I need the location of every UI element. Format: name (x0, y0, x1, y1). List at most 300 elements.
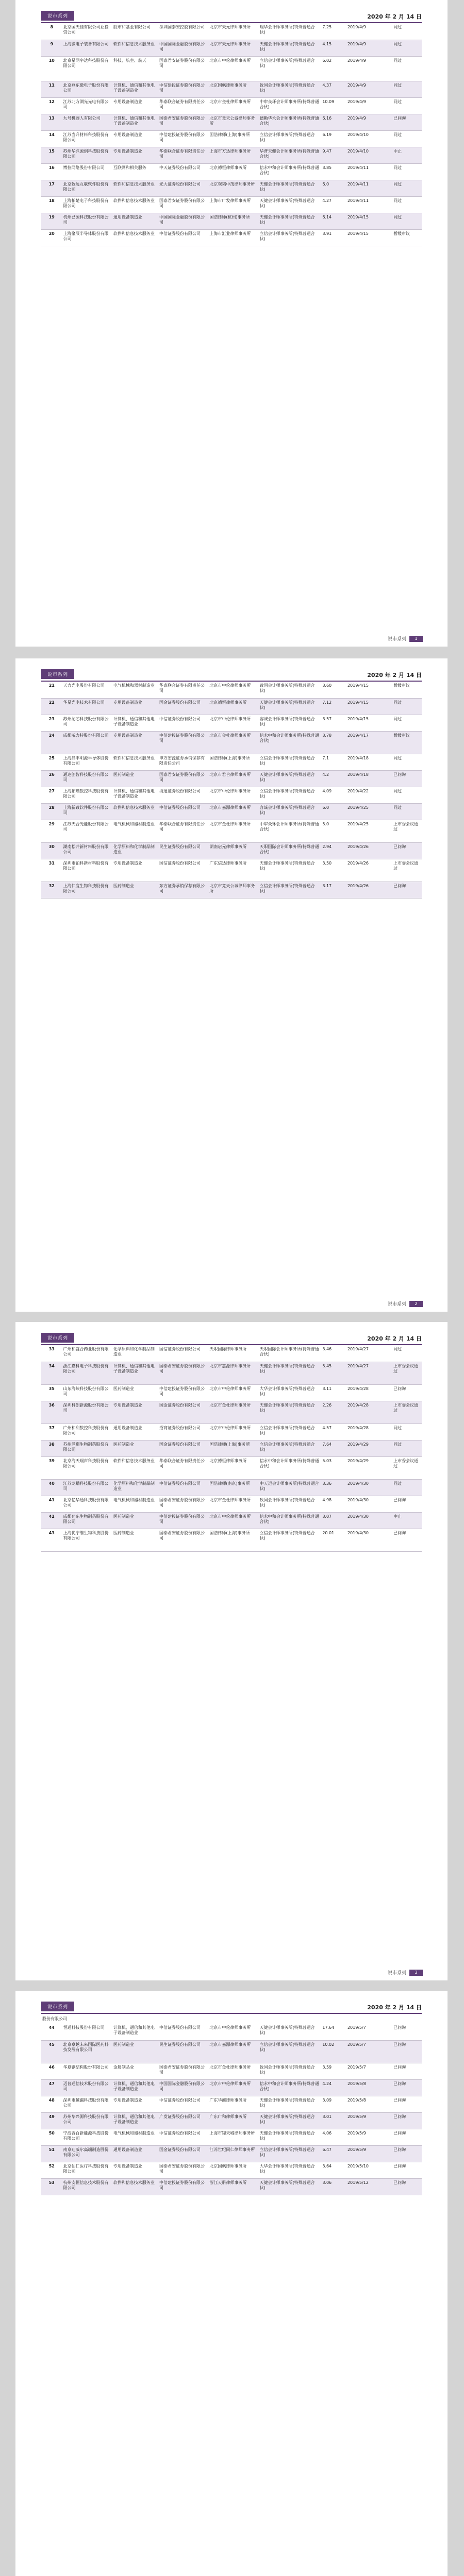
row-number: 40 (41, 1479, 62, 1496)
review-status: 上市委会议通过 (392, 1362, 422, 1384)
company-name: 苏州华兴源科技股份有限公司 (62, 2112, 112, 2129)
sponsor: 中国国际金融股份有限公司 (158, 2079, 208, 2096)
report-date: 2020 年 2 月 14 日 (367, 2004, 422, 2011)
row-number: 24 (41, 731, 62, 754)
law-firm: 广东信达律师事务所 (208, 859, 258, 882)
law-firm: 北京市竞天公诚律师事务所 (208, 882, 258, 898)
page-header (41, 668, 422, 679)
table-row (41, 40, 422, 56)
review-status: 同过 (392, 23, 422, 40)
company-name: 九号机器人有限公司 (62, 114, 112, 130)
law-firm: 北京市中伦律师事务所 (208, 787, 258, 803)
sponsor: 华泰联合证券有限责任公司 (158, 682, 208, 698)
accept-date: 2019/4/27 (346, 1345, 392, 1362)
raise-amount: 6.19 (321, 130, 346, 147)
sponsor: 华泰联合证券有限责任公司 (158, 1456, 208, 1479)
accept-date: 2019/5/7 (346, 2040, 392, 2063)
sponsor: 国金证券股份有限公司 (158, 698, 208, 715)
accept-date: 2019/5/9 (346, 2112, 392, 2129)
industry: 电气机械和器材制造业 (112, 2129, 158, 2145)
company-name: 江苏北方湖光光电有限公司 (62, 97, 112, 114)
raise-amount: 4.06 (321, 2129, 346, 2145)
table-row (41, 114, 422, 130)
sponsor: 光大证券股份有限公司 (158, 180, 208, 196)
law-firm: 北京市中伦律师事务所 (208, 2024, 258, 2040)
industry: 通用设备制造业 (112, 2145, 158, 2162)
row-number: 28 (41, 803, 62, 820)
review-status: 同过 (392, 40, 422, 56)
law-firm: 北京市竞天公诚律师事务所 (208, 114, 258, 130)
sponsor: 国泰君安证券股份有限公司 (158, 770, 208, 787)
accept-date: 2019/4/15 (346, 698, 392, 715)
company-name: 深圳市越疆科技股份有限公司 (62, 2096, 112, 2112)
review-status: 同过 (392, 803, 422, 820)
raise-amount: 2.94 (321, 842, 346, 859)
table-row (41, 1345, 422, 1362)
company-name: 江苏当升材料科技股份有限公司 (62, 130, 112, 147)
table-row (41, 1423, 422, 1440)
sponsor: 民生证券股份有限公司 (158, 842, 208, 859)
accept-date: 2019/5/8 (346, 2079, 392, 2096)
audit-firm: 致同会计师事务所(特殊普通合伙) (259, 682, 322, 698)
company-name: 江苏天合光能股份有限公司 (62, 820, 112, 842)
law-firm: 广东华商律师事务所 (208, 2096, 258, 2112)
company-name: 上海仁度生物科技股份有限公司 (62, 882, 112, 898)
audit-firm: 立信会计师事务所(特殊普通合伙) (259, 754, 322, 770)
audit-firm: 中天运会计师事务所(特殊普通合伙) (259, 1479, 322, 1496)
company-name: 北京亿华通科技股份有限公司 (62, 1496, 112, 1512)
raise-amount: 10.02 (321, 2040, 346, 2063)
audit-firm: 立信会计师事务所(特殊普通合伙) (259, 1529, 322, 1551)
accept-date: 2019/5/8 (346, 2096, 392, 2112)
page-header (41, 2000, 422, 2011)
industry: 医药制造业 (112, 1440, 158, 1456)
table-row (41, 2178, 422, 2195)
sponsor: 中信证券股份有限公司 (158, 803, 208, 820)
sponsor: 国泰君安证券股份有限公司 (158, 2162, 208, 2178)
company-name: 江苏龙蟠科技股份有限公司 (62, 1479, 112, 1496)
company-name: 宁波容百新能源科技股份有限公司 (62, 2129, 112, 2145)
accept-date: 2019/5/9 (346, 2129, 392, 2145)
company-name: 天力光电股份有限公司 (62, 682, 112, 698)
row-number: 46 (41, 2063, 62, 2079)
series-tag: 说市系列 (41, 1333, 74, 1343)
audit-firm: 信永中和会计师事务所(特殊普通合伙) (259, 1456, 322, 1479)
audit-firm: 信永中和会计师事务所(特殊普通合伙) (259, 2079, 322, 2096)
raise-amount: 9.47 (321, 147, 346, 163)
audit-firm: 天健会计师事务所(特殊普通合伙) (259, 2096, 322, 2112)
company-name: 华夏钢结构股份有限公司 (62, 2063, 112, 2079)
page-footer (388, 1969, 423, 1976)
raise-amount: 6.0 (321, 180, 346, 196)
audit-firm: 天健会计师事务所(特殊普通合伙) (259, 1401, 322, 1423)
table-row (41, 81, 422, 97)
law-firm: 北京市金杜律师事务所 (208, 1496, 258, 1512)
row-number: 25 (41, 754, 62, 770)
review-status: 同过 (392, 1479, 422, 1496)
company-name: 深圳市铂科新材料股份有限公司 (62, 859, 112, 882)
page-footer (388, 635, 423, 642)
industry: 计算机、通信和其他电子设备制造业 (112, 114, 158, 130)
row-number: 41 (41, 1496, 62, 1512)
review-status: 已问询 (392, 114, 422, 130)
company-name: 成都威力特股份有限公司 (62, 731, 112, 754)
audit-firm: 天健会计师事务所(特殊普通合伙) (259, 2178, 322, 2195)
raise-amount: 4.24 (321, 2079, 346, 2096)
footer-label: 说市系列 (387, 1971, 406, 1976)
industry: 软件和信息技术服务业 (112, 40, 158, 56)
row-number: 18 (41, 196, 62, 213)
industry: 医药制造业 (112, 882, 158, 898)
row-number: 51 (41, 2145, 62, 2162)
industry: 电气机械和器材制造业 (112, 820, 158, 842)
review-status: 上市委会议通过 (392, 1401, 422, 1423)
footer-label: 说市系列 (387, 637, 406, 642)
row-number: 21 (41, 682, 62, 698)
table-row (41, 770, 422, 787)
page-header (41, 9, 422, 21)
company-name: 湖南松井新材料股份有限公司 (62, 842, 112, 859)
law-firm: 北京市金杜律师事务所 (208, 1401, 258, 1423)
accept-date: 2019/4/25 (346, 820, 392, 842)
audit-firm: 大华会计师事务所(特殊普通合伙) (259, 1384, 322, 1401)
table-row (41, 2063, 422, 2079)
sponsor: 中信证券股份有限公司 (158, 2129, 208, 2145)
raise-amount: 4.27 (321, 196, 346, 213)
table-row (41, 1384, 422, 1401)
accept-date: 2019/4/26 (346, 842, 392, 859)
table-row (41, 2145, 422, 2162)
law-firm: 北京德恒律师事务所 (208, 1456, 258, 1479)
sponsor: 中信建投证券股份有限公司 (158, 81, 208, 97)
audit-firm: 立信会计师事务所(特殊普通合伙) (259, 787, 322, 803)
review-status: 已问询 (392, 2079, 422, 2096)
raise-amount: 4.09 (321, 787, 346, 803)
sponsor: 中信建投证券股份有限公司 (158, 130, 208, 147)
company-name: 上海优宁维生物科技股份有限公司 (62, 1529, 112, 1551)
table-row (41, 1512, 422, 1529)
accept-date: 2019/4/9 (346, 56, 392, 81)
review-status: 上市委会议通过 (392, 859, 422, 882)
company-name: 广州和利数控科技股份有限公司 (62, 1423, 112, 1440)
law-firm: 北京市金杜律师事务所 (208, 820, 258, 842)
sponsor: 国金证券股份有限公司 (158, 1401, 208, 1423)
accept-date: 2019/4/26 (346, 859, 392, 882)
sponsor: 申万宏源证券承销保荐有限责任公司 (158, 754, 208, 770)
sponsor: 中天证券股份有限公司 (158, 163, 208, 180)
company-name: 苏州华兴源创科技股份有限公司 (62, 147, 112, 163)
row-number: 20 (41, 229, 62, 246)
review-status: 暂缓审议 (392, 229, 422, 246)
industry: 化学原料和化学制品制造业 (112, 1479, 158, 1496)
industry: 计算机、通信和其他电子设备制造业 (112, 2079, 158, 2096)
raise-amount: 3.46 (321, 1345, 346, 1362)
raise-amount: 4.2 (321, 770, 346, 787)
law-firm: 国浩律师(上海)事务所 (208, 1529, 258, 1551)
row-number: 43 (41, 1529, 62, 1551)
report-page (15, 1322, 448, 1980)
raise-amount: 3.11 (321, 1384, 346, 1401)
table-row (41, 882, 422, 898)
audit-firm: 中审众环会计师事务所(特殊普通合伙) (259, 97, 322, 114)
audit-firm: 德勤华永会计师事务所(特殊普通合伙) (259, 114, 322, 130)
raise-amount: 5.03 (321, 1456, 346, 1479)
row-number: 48 (41, 2096, 62, 2112)
accept-date: 2019/4/15 (346, 715, 392, 731)
law-firm: 北京市中伦律师事务所 (208, 56, 258, 81)
accept-date: 2019/5/10 (346, 2162, 392, 2178)
raise-amount: 2.26 (321, 1401, 346, 1423)
audit-firm: 容诚会计师事务所(特殊普通合伙) (259, 803, 322, 820)
continued-cell: 股份有限公司 (42, 2016, 67, 2021)
audit-firm: 信永中和会计师事务所(特殊普通合伙) (259, 731, 322, 754)
industry: 医药制造业 (112, 2040, 158, 2063)
law-firm: 北京市中伦律师事务所 (208, 682, 258, 698)
row-number: 13 (41, 114, 62, 130)
row-number: 38 (41, 1440, 62, 1456)
raise-amount: 7.1 (321, 754, 346, 770)
audit-firm: 立信会计师事务所(特殊普通合伙) (259, 56, 322, 81)
table-row (41, 1456, 422, 1479)
sponsor: 中信建投证券股份有限公司 (158, 731, 208, 754)
accept-date: 2019/4/30 (346, 1479, 392, 1496)
table-row (41, 842, 422, 859)
accept-date: 2019/4/9 (346, 40, 392, 56)
audit-firm: 容诚会计师事务所(特殊普通合伙) (259, 715, 322, 731)
company-name: 苏州沁芯科技股份有限公司 (62, 715, 112, 731)
audit-firm: 天职国际会计师事务所(特殊普通合伙) (259, 1345, 322, 1362)
industry: 软件和信息技术服务业 (112, 1456, 158, 1479)
law-firm: 北京市嘉源律师事务所 (208, 2040, 258, 2063)
row-number: 35 (41, 1384, 62, 1401)
table-row (41, 2096, 422, 2112)
table-row (41, 2162, 422, 2178)
review-status: 已问询 (392, 770, 422, 787)
accept-date: 2019/5/9 (346, 2145, 392, 2162)
industry: 科技、航空、航天 (112, 56, 158, 81)
audit-firm: 天健会计师事务所(特殊普通合伙) (259, 2112, 322, 2129)
law-firm: 北京国枫律师事务所 (208, 81, 258, 97)
law-firm: 北京市君合律师事务所 (208, 770, 258, 787)
industry: 通用设备制造业 (112, 1423, 158, 1440)
sponsor: 华泰联合证券有限责任公司 (158, 147, 208, 163)
law-firm: 国浩律师(上海)事务所 (208, 754, 258, 770)
review-status: 已问询 (392, 2129, 422, 2145)
law-firm: 北京市金杜律师事务所 (208, 2063, 258, 2079)
table-row (41, 180, 422, 196)
audit-firm: 大华会计师事务所(特殊普通合伙) (259, 2162, 322, 2178)
accept-date: 2019/4/10 (346, 130, 392, 147)
table-row (41, 803, 422, 820)
review-status: 暂缓审议 (392, 731, 422, 754)
company-name: 杭州已源科技股份有限公司 (62, 213, 112, 229)
review-status: 同过 (392, 196, 422, 213)
table-row (41, 213, 422, 229)
company-name: 通达创智科技股份有限公司 (62, 770, 112, 787)
audit-firm: 天健会计师事务所(特殊普通合伙) (259, 2129, 322, 2145)
industry: 软件和信息技术服务业 (112, 196, 158, 213)
review-status: 已问询 (392, 2178, 422, 2195)
table-row (41, 196, 422, 213)
row-number: 22 (41, 698, 62, 715)
review-status: 已问询 (392, 2040, 422, 2063)
row-number: 32 (41, 882, 62, 898)
industry: 专用设备制造业 (112, 731, 158, 754)
audit-firm: 中审众环会计师事务所(特殊普通合伙) (259, 820, 322, 842)
row-number: 26 (41, 770, 62, 787)
law-firm: 北京观韬中茂律师事务所 (208, 180, 258, 196)
row-number: 37 (41, 1423, 62, 1440)
report-date: 2020 年 2 月 14 日 (367, 13, 422, 20)
law-firm: 天职国际律师事务所 (208, 1345, 258, 1362)
sponsor: 中信建投证券股份有限公司 (158, 1384, 208, 1401)
law-firm: 北京市中伦律师事务所 (208, 715, 258, 731)
sponsor: 深圳国泰安控股有限公司 (158, 23, 208, 40)
row-number: 45 (41, 2040, 62, 2063)
series-tag: 说市系列 (41, 2002, 74, 2011)
law-firm: 北京德恒律师事务所 (208, 163, 258, 180)
ipo-table (41, 23, 422, 246)
table-row (41, 1479, 422, 1496)
sponsor: 广发证券股份有限公司 (158, 2112, 208, 2129)
raise-amount: 5.45 (321, 1362, 346, 1384)
row-number: 39 (41, 1456, 62, 1479)
review-status: 上市委会议通过 (392, 820, 422, 842)
sponsor: 海通证券股份有限公司 (158, 787, 208, 803)
industry: 软件和信息技术服务业 (112, 2178, 158, 2195)
review-status: 同过 (392, 130, 422, 147)
raise-amount: 7.12 (321, 698, 346, 715)
accept-date: 2019/4/15 (346, 229, 392, 246)
industry: 计算机、通信和其他电子设备制造业 (112, 715, 158, 731)
industry: 专用设备制造业 (112, 147, 158, 163)
company-name: 上海拓璞数控科技股份有限公司 (62, 787, 112, 803)
raise-amount: 20.01 (321, 1529, 346, 1551)
page-number: 1 (409, 636, 423, 642)
company-name: 杭州安恒信息技术股份有限公司 (62, 2178, 112, 2195)
audit-firm: 天健会计师事务所(特殊普通合伙) (259, 859, 322, 882)
law-firm: 国浩律师(上海)事务所 (208, 130, 258, 147)
ipo-table (41, 682, 422, 899)
audit-firm: 天健会计师事务所(特殊普通合伙) (259, 770, 322, 787)
raise-amount: 4.37 (321, 81, 346, 97)
audit-firm: 立信会计师事务所(特殊普通合伙) (259, 2145, 322, 2162)
law-firm: 上海市广发律师事务所 (208, 196, 258, 213)
row-number: 52 (41, 2162, 62, 2178)
table-row (41, 1529, 422, 1551)
industry: 专用设备制造业 (112, 2096, 158, 2112)
audit-firm: 天健会计师事务所(特殊普通合伙) (259, 196, 322, 213)
sponsor: 国信证券股份有限公司 (158, 859, 208, 882)
law-firm: 湖南启元律师事务所 (208, 842, 258, 859)
row-number: 47 (41, 2079, 62, 2096)
accept-date: 2019/4/30 (346, 1529, 392, 1551)
review-status: 已问询 (392, 2162, 422, 2178)
raise-amount: 3.17 (321, 882, 346, 898)
sponsor: 国泰君安证券股份有限公司 (158, 2063, 208, 2079)
company-name: 深圳科创新源股份有限公司 (62, 1401, 112, 1423)
accept-date: 2019/4/9 (346, 114, 392, 130)
review-status: 同过 (392, 1423, 422, 1440)
raise-amount: 7.25 (321, 23, 346, 40)
row-number: 29 (41, 820, 62, 842)
accept-date: 2019/4/11 (346, 196, 392, 213)
law-firm: 北京市天元律师事务所 (208, 23, 258, 40)
company-name: 北京卓越未来国际医药科技发展有限公司 (62, 2040, 112, 2063)
table-row (41, 97, 422, 114)
table-row (41, 56, 422, 81)
law-firm: 北京市中伦律师事务所 (208, 2079, 258, 2096)
table-row (41, 23, 422, 40)
company-name: 北京海天瑞声科技股份有限公司 (62, 1456, 112, 1479)
audit-firm: 天健会计师事务所(特殊普通合伙) (259, 213, 322, 229)
row-number: 14 (41, 130, 62, 147)
review-status: 已问询 (392, 2024, 422, 2040)
audit-firm: 天职国际会计师事务所(特殊普通合伙) (259, 842, 322, 859)
raise-amount: 7.64 (321, 1440, 346, 1456)
law-firm: 北京市中伦律师事务所 (208, 1423, 258, 1440)
review-status: 已问询 (392, 2112, 422, 2129)
review-status: 暂缓审议 (392, 682, 422, 698)
audit-firm: 立信会计师事务所(特殊普通合伙) (259, 1423, 322, 1440)
row-number: 16 (41, 163, 62, 180)
table-row (41, 698, 422, 715)
law-firm: 江苏世纪同仁律师事务所 (208, 2145, 258, 2162)
industry: 化学原料和化学制品制造业 (112, 1345, 158, 1362)
raise-amount: 5.0 (321, 820, 346, 842)
company-name: 北京致远互联软件股份有限公司 (62, 180, 112, 196)
accept-date: 2019/4/29 (346, 1456, 392, 1479)
industry: 专用设备制造业 (112, 97, 158, 114)
law-firm: 北京市中伦律师事务所 (208, 1384, 258, 1401)
table-row (41, 163, 422, 180)
page-footer (388, 1300, 423, 1307)
company-name: 北京燕东微电子股份有限公司 (62, 81, 112, 97)
law-firm: 北京德恒律师事务所 (208, 698, 258, 715)
audit-firm: 天健会计师事务所(特殊普通合伙) (259, 1362, 322, 1384)
industry: 软件和信息技术服务业 (112, 803, 158, 820)
company-name: 北京星网宇达科技股份有限公司 (62, 56, 112, 81)
row-number: 19 (41, 213, 62, 229)
accept-date: 2019/4/30 (346, 1496, 392, 1512)
sponsor: 中国国际金融股份有限公司 (158, 213, 208, 229)
table-row (41, 2040, 422, 2063)
sponsor: 中信建投证券股份有限公司 (158, 2178, 208, 2195)
raise-amount: 4.98 (321, 1496, 346, 1512)
company-name: 上海聚辰半导体股份有限公司 (62, 229, 112, 246)
row-number: 33 (41, 1345, 62, 1362)
review-status: 已问询 (392, 842, 422, 859)
company-name: 浙江嘉科电子科技股份有限公司 (62, 1362, 112, 1384)
raise-amount: 6.16 (321, 114, 346, 130)
table-row (41, 820, 422, 842)
review-status: 已问询 (392, 2145, 422, 2162)
sponsor: 华泰联合证券有限责任公司 (158, 97, 208, 114)
law-firm: 北京市金杜律师事务所 (208, 731, 258, 754)
review-status: 中止 (392, 1512, 422, 1529)
audit-firm: 立信会计师事务所(特殊普通合伙) (259, 1440, 322, 1456)
industry: 计算机、通信和其他电子设备制造业 (112, 1362, 158, 1384)
raise-amount: 3.60 (321, 682, 346, 698)
law-firm: 北京市嘉源律师事务所 (208, 803, 258, 820)
law-firm: 上海市方达律师事务所 (208, 147, 258, 163)
industry: 软件和信息技术服务业 (112, 754, 158, 770)
audit-firm: 致同会计师事务所(特殊普通合伙) (259, 2063, 322, 2079)
company-name: 北京国天佳有限公司业投资公司 (62, 23, 112, 40)
audit-firm: 立信会计师事务所(特殊普通合伙) (259, 2040, 322, 2063)
row-number: 8 (41, 23, 62, 40)
table-row (41, 2112, 422, 2129)
